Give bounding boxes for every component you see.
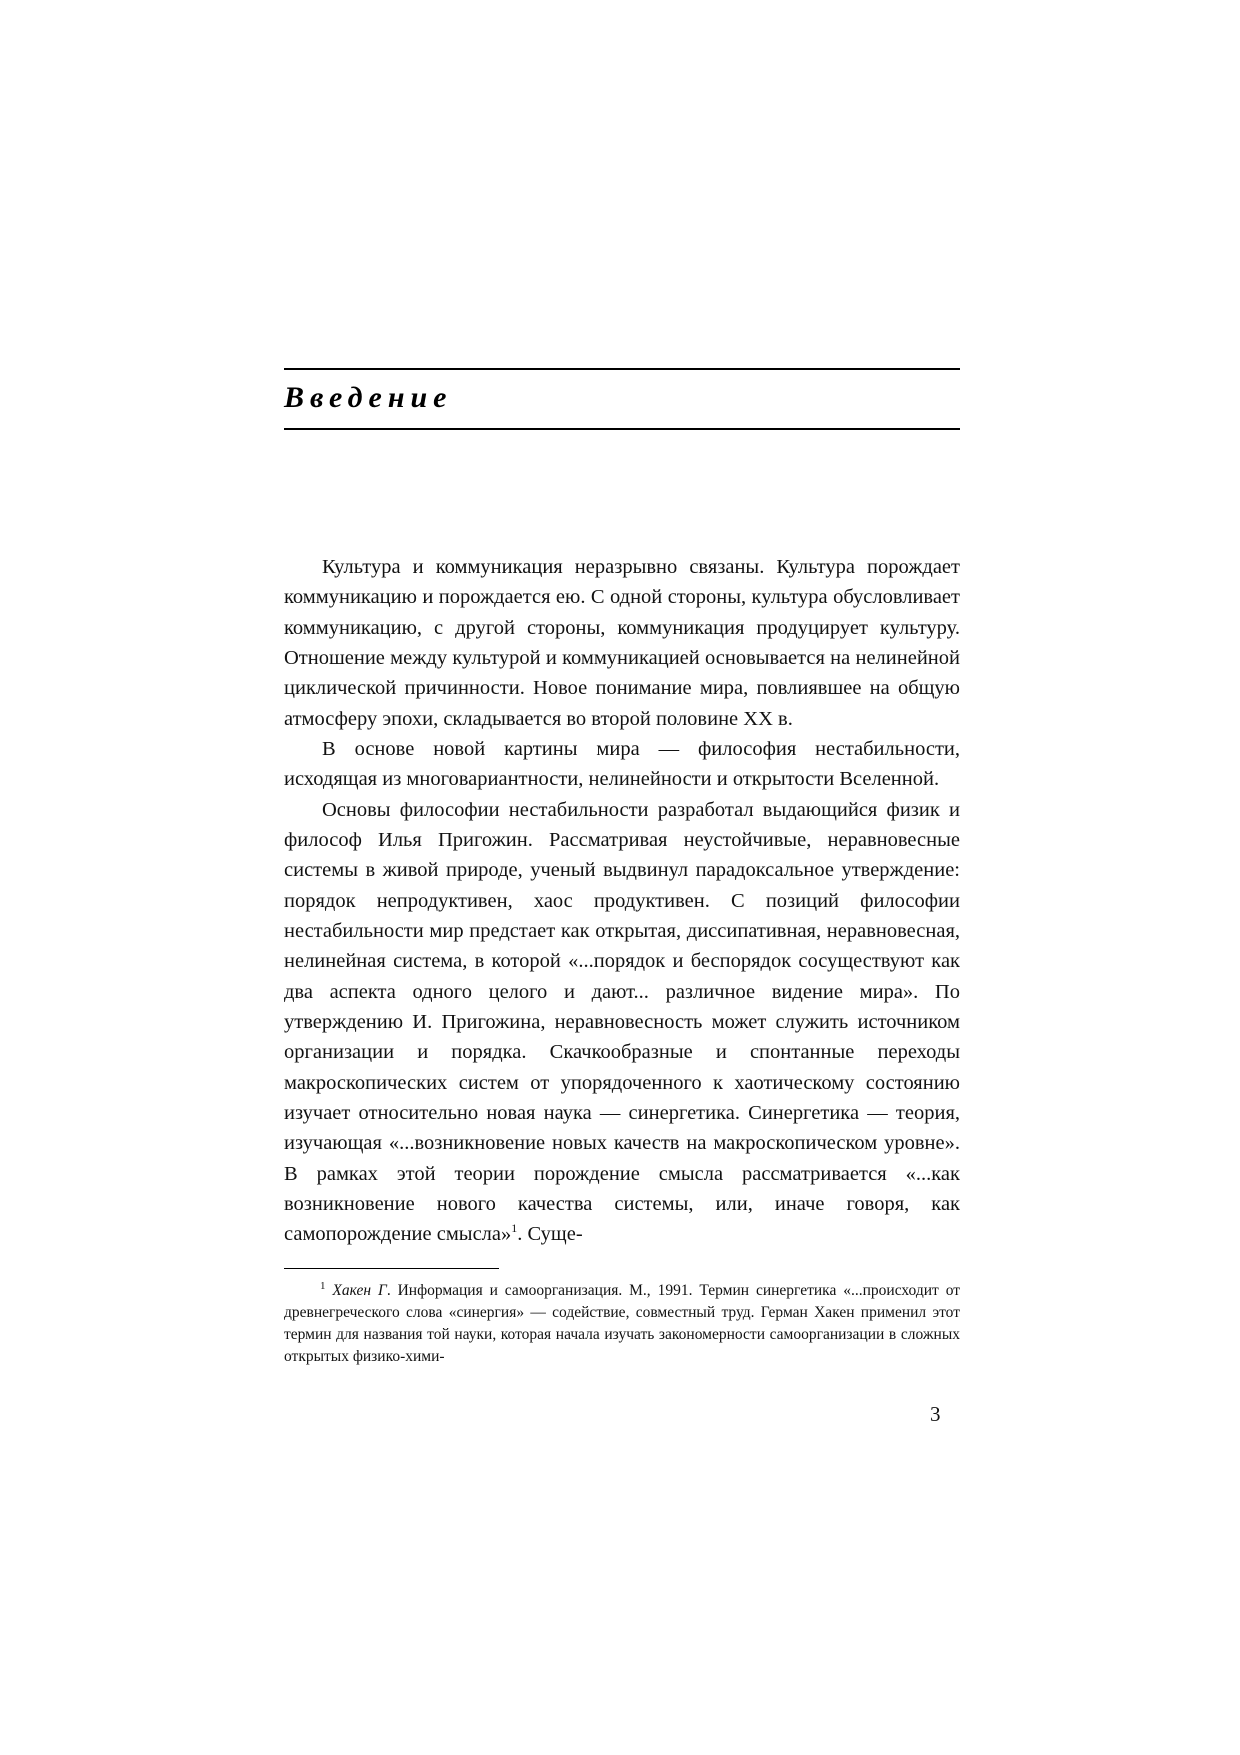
chapter-title-block bbox=[284, 368, 960, 430]
body-text bbox=[284, 552, 960, 1250]
footnote bbox=[284, 1279, 960, 1368]
page-number: 3 bbox=[930, 1402, 941, 1426]
paragraph-3-suffix: . Суще- bbox=[517, 1223, 583, 1246]
paragraph-2: В основе новой картины мира — философия нестабильности, исходящая из многовариантности, нелинейности и открытости Вселенной. bbox=[284, 737, 960, 791]
paragraph-3 bbox=[284, 795, 960, 1250]
paragraph-1: Культура и коммуникация неразрывно связаны. Культура порождает коммуникацию и порождается ею. С одной стороны, культура обусловливает коммуникацию, с другой стороны, коммуникация продуцирует культуру. Отношение между культурой и коммуникацией основывается на нелинейной циклической причинности. Новое понимание мира, повлиявшее на общую атмосферу эпохи, складывается во второй половине XX в. bbox=[284, 556, 960, 730]
footnote-author: Хакен Г bbox=[332, 1281, 387, 1299]
footnote-separator bbox=[284, 1268, 499, 1269]
footnote-line bbox=[284, 1279, 960, 1368]
footnote-text: . Информация и самоорганизация. М., 1991. Термин синергетика «...происходит от древнегреческого слова «синергия» — содействие, совместный труд. Герман Хакен применил этот термин для названия той науки, которая начала изучать закономерности самоорганизации в сложных открытых физико-хими- bbox=[284, 1281, 961, 1365]
footnote-area bbox=[284, 1268, 960, 1368]
footnote-marker: 1 bbox=[320, 1279, 326, 1292]
paragraph-3-text: Основы философии нестабильности разработал выдающийся физик и философ Илья Пригожин. Рассматривая неустойчивые, неравновесные системы в живой природе, ученый выдвинул парадоксальное утверждение: порядок непродуктивен, хаос продуктивен. С позиций философии нестабильности мир предстает как открытая, диссипативная, неравновесная, нелинейная система, в которой «...порядок и беспорядок сосуществуют как два аспекта одного целого и дают... различное видение мира». По утверждению И. Пригожина, неравновесность может служить источником организации и порядка. Скачкообразные и спонтанные переходы макроскопических систем от упорядоченного к хаотическому состоянию изучает относительно новая наука — синергетика. Синергетика — теория, изучающая «...возникновение новых качеств на макроскопическом уровне». В рамках этой теории порождение смысла рассматривается «...как возникновение нового качества системы, или, иначе говоря, как самопорождение смысла» bbox=[284, 798, 960, 1246]
page-title: Введение bbox=[284, 381, 453, 414]
footnote-reference: 1 bbox=[511, 1221, 518, 1236]
page-content bbox=[284, 368, 960, 1368]
